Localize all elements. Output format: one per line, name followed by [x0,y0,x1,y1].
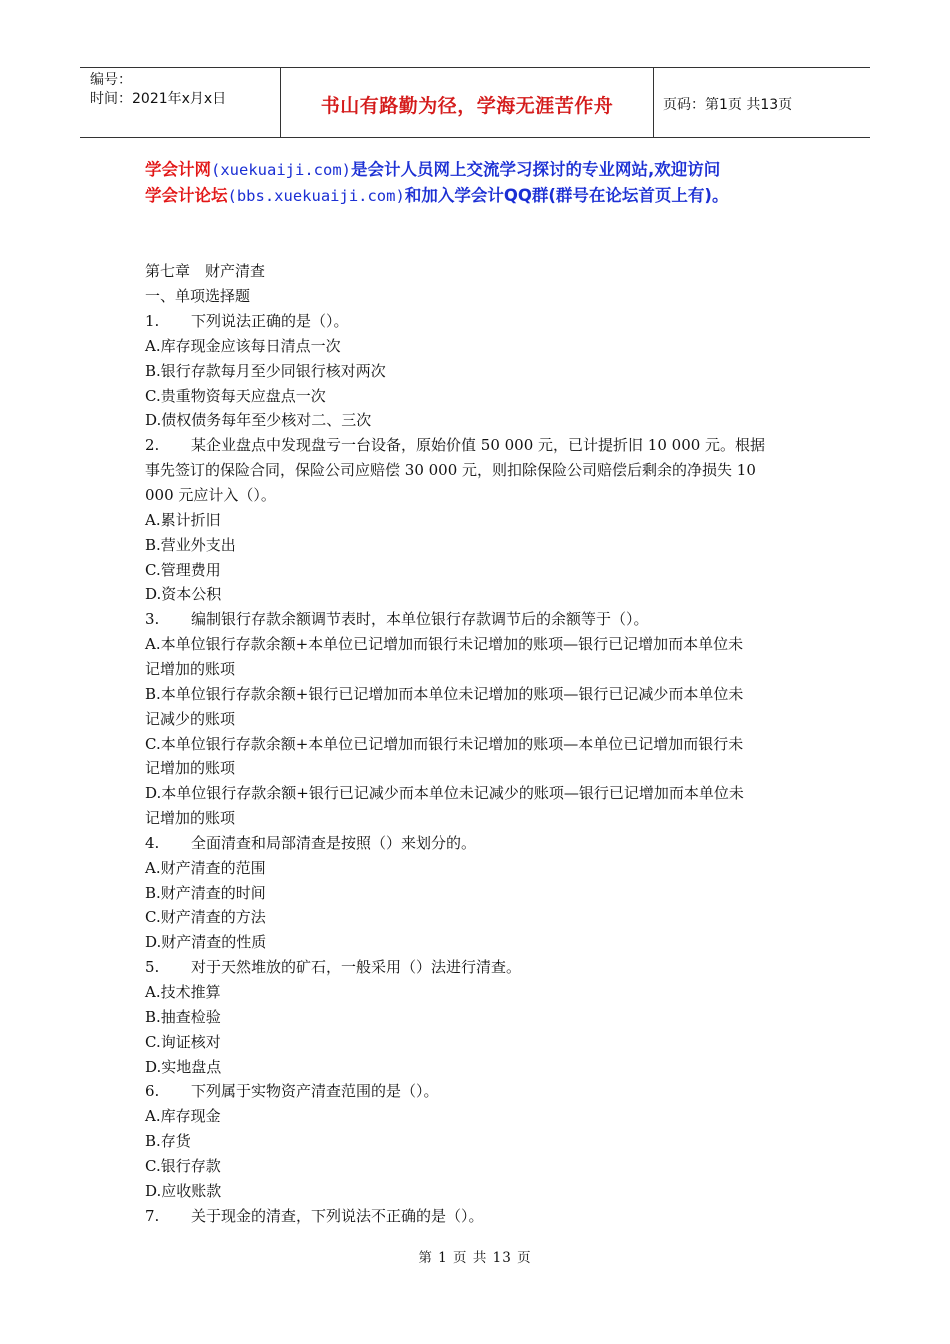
question-number: 5. [145,958,160,977]
document-time-label: 时间：2021年x月x日 [90,91,227,107]
option-text: A.库存现金 [145,1107,221,1126]
option-line [145,734,743,754]
option-text: B.存货 [145,1132,191,1151]
option-text: C.管理费用 [145,560,221,579]
question-line [145,833,476,853]
question-text: 全面清查和局部清查是按照（）来划分的。 [191,833,477,852]
question-text: 关于现金的清查，下列说法不正确的是（）。 [191,1206,484,1225]
option-line [145,1032,221,1052]
option-text: 000 元应计入（）。 [145,486,276,504]
option-line [145,709,235,729]
option-text: B.营业外支出 [145,535,236,554]
option-line [145,982,221,1002]
question-line [145,1206,484,1226]
option-text: A.累计折旧 [145,510,221,529]
question-number: 4. [145,833,160,852]
option-text: 记增加的账项 [145,659,236,678]
option-line [145,410,371,430]
option-text: B.本单位银行存款余额+银行已记增加而本单位未记增加的账项—银行已记减少而本单位未 [145,684,744,703]
question-text: 下列说法正确的是（）。 [191,312,349,330]
option-text: 事先签订的保险合同，保险公司应赔偿 30 000 元，则扣除保险公司赔偿后剩余的净损失 10 [145,461,756,480]
question-line [145,435,765,455]
question-text: 编制银行存款余额调节表时，本单位银行存款调节后的余额等于（）。 [191,610,649,629]
option-line [145,386,326,406]
question-number: 1. [145,312,160,330]
option-text: C.贵重物资每天应盘点一次 [145,386,326,405]
question-line [145,957,521,977]
question-number: 6. [145,1082,160,1101]
option-text: B.银行存款每月至少同银行核对两次 [145,361,386,380]
question-line [145,311,349,331]
question-line [145,609,649,629]
option-text: D.财产清查的性质 [145,933,267,952]
option-text: 记增加的账项 [145,809,236,827]
option-text: A.库存现金应该每日清点一次 [145,336,341,355]
option-line [145,361,386,381]
promo-text-1: 是会计人员网上交流学习探讨的专业网站,欢迎访问 [350,160,721,179]
promo-line-2 [145,184,728,208]
option-line [145,684,743,704]
option-line [145,1106,221,1126]
option-text: D.债权债务每年至少核对二、三次 [145,411,372,430]
option-text: B.抽查检验 [145,1007,221,1026]
option-text: C.询证核对 [145,1032,221,1051]
option-text: D.本单位银行存款余额+银行已记减少而本单位未记减少的账项—银行已记增加而本单位未 [145,784,744,803]
option-text: 记增加的账项 [145,759,236,778]
option-text: D.实地盘点 [145,1057,222,1076]
option-text: B.财产清查的时间 [145,883,266,902]
option-text: C.银行存款 [145,1156,221,1175]
option-text: C.财产清查的方法 [145,908,266,927]
option-line [145,1007,221,1027]
option-line [145,907,266,927]
question-line [145,1081,439,1101]
option-line [145,758,235,778]
option-line [145,1181,221,1201]
page-footer: 第 1 页 共 13 页 [418,1250,532,1266]
option-line [145,1057,221,1077]
option-line [145,1156,221,1176]
option-line [145,883,266,903]
option-text: 记减少的账项 [145,709,236,728]
site-url-link[interactable]: (xuekuaiji.com) [211,161,351,179]
option-line [145,485,276,505]
option-line [145,1131,191,1151]
option-line [145,932,266,952]
chapter-title: 第七章 财产清查 [145,262,266,280]
document-number-label: 编号： [90,72,132,88]
question-number: 7. [145,1206,160,1225]
option-text: C.本单位银行存款余额+本单位已记增加而银行未记增加的账项—本单位已记增加而银行未 [145,734,744,753]
option-line [145,808,235,828]
option-line [145,560,221,580]
option-text: A.技术推算 [145,983,221,1001]
option-line [145,659,235,679]
header-motto: 书山有路勤为径，学海无涯苦作舟 [320,95,614,117]
section-title: 一、单项选择题 [145,287,251,305]
option-line [145,336,341,356]
option-line [145,460,756,480]
question-text: 某企业盘点中发现盘亏一台设备，原始价值 50 000 元，已计提折旧 10 000 元。根据 [191,436,766,455]
forum-name-link[interactable]: 学会计论坛 [145,186,228,205]
page-header [80,67,870,138]
question-text: 对于天然堆放的矿石，一般采用（）法进行清查。 [191,958,522,977]
promo-text-2: 和加入学会计QQ群(群号在论坛首页上有)。 [404,186,729,205]
option-text: D.资本公积 [145,585,222,604]
option-text: A.财产清查的范围 [145,858,266,877]
header-page-info: 页码：第1页 共13页 [663,97,793,113]
promo-line-1 [145,158,720,182]
option-line [145,584,221,604]
option-line [145,510,221,530]
option-line [145,858,266,878]
option-line [145,783,744,803]
site-name-link[interactable]: 学会计网 [145,160,211,179]
question-number: 3. [145,610,160,629]
option-line [145,634,743,654]
header-page-cell [654,68,870,137]
question-text: 下列属于实物资产清查范围的是（）。 [191,1082,439,1101]
question-number: 2. [145,436,160,455]
forum-url-link[interactable]: (bbs.xuekuaiji.com) [227,187,405,205]
option-text: D.应收账款 [145,1181,222,1200]
header-motto-cell [281,68,654,137]
option-line [145,535,236,555]
header-meta-cell [80,68,281,137]
option-text: A.本单位银行存款余额+本单位已记增加而银行未记增加的账项—银行已记增加而本单位未 [145,635,744,653]
